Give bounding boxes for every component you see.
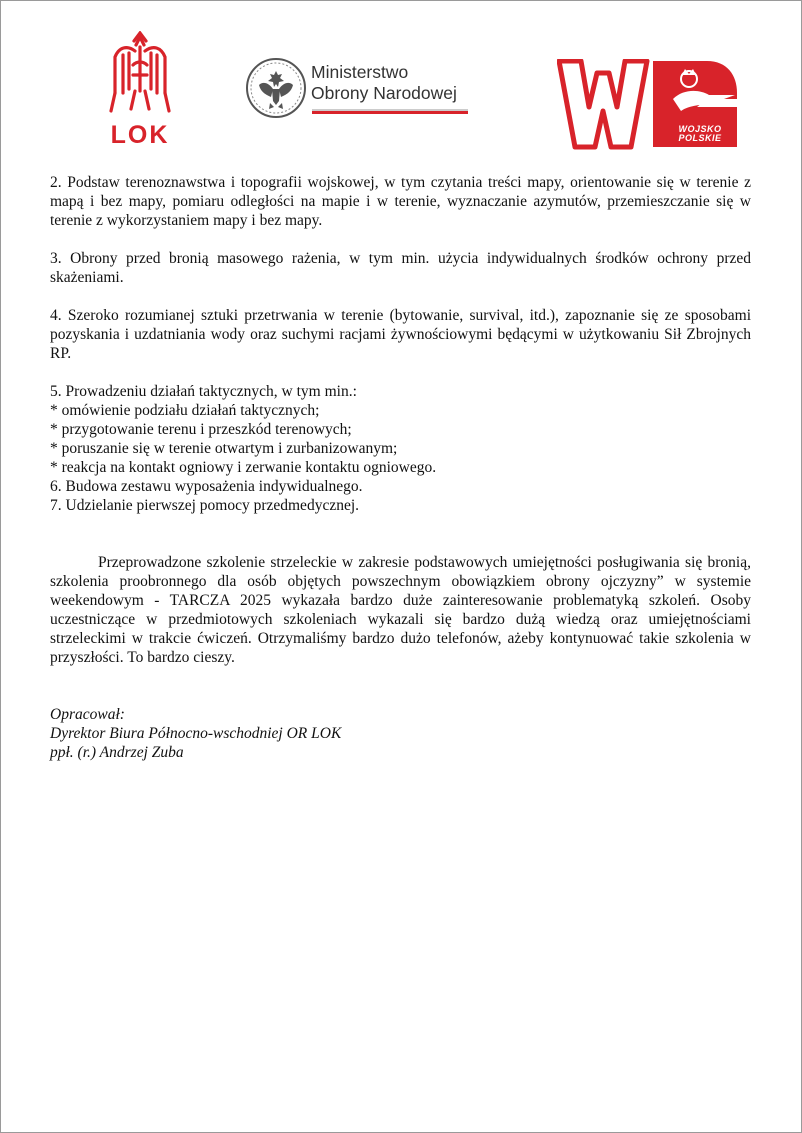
paragraph-5: 5. Prowadzeniu działań taktycznych, w tym min.: (50, 383, 357, 400)
lok-eagle-icon (105, 31, 175, 123)
signature-name: ppł. (r.) Andrzej Zuba (50, 744, 184, 761)
bullet-item: * przygotowanie terenu i przeszkód terenowych; (50, 421, 352, 438)
mon-logo (245, 57, 475, 119)
wojsko-polskie-text (667, 125, 733, 143)
paragraph-7: 7. Udzielanie pierwszej pomocy przedmedycznej. (50, 497, 360, 514)
paragraph-3: 3. Obrony przed bronią masowego rażenia, w tym min. użycia indywidualnych środków ochrony przed skażeniami. (50, 250, 751, 286)
flag-stripe-red (312, 111, 468, 114)
mon-logo-line1: Ministerstwo (311, 62, 409, 82)
wojsko-polskie-logo (557, 59, 739, 151)
document-body (50, 173, 751, 762)
paragraph-4: 4. Szeroko rozumianej sztuki przetrwania w terenie (bytowanie, survival, itd.), zapoznanie się ze sposobami pozyskania i uzdatniania wody oraz suchymi racjami żywnościowymi będącymi w użytkowaniu Sił Zbrojnych RP. (50, 307, 751, 362)
mon-logo-line2: Obrony Narodowej (311, 83, 457, 103)
paragraph-6: 6. Budowa zestawu wyposażenia indywidualnego. (50, 478, 363, 495)
wojsko-polskie-line2: POLSKIE (678, 133, 722, 143)
paragraph-2: 2. Podstaw terenoznawstwa i topografii wojskowej, w tym czytania treści mapy, orientowanie się w terenie z mapą i bez mapy, pomiaru odległości na mapie i w terenie, wyznaczanie azymutów, przemieszczanie się w terenie z wykorzystaniem mapy i bez mapy. (50, 174, 751, 229)
wojsko-polskie-line1: WOJSKO (678, 124, 722, 134)
lok-logo-text: LOK (110, 121, 170, 149)
bullet-item: * omówienie podziału działań taktycznych; (50, 402, 320, 419)
signature-title: Dyrektor Biura Północno-wschodniej OR LOK (50, 725, 342, 742)
lok-logo (105, 31, 175, 151)
mon-eagle-emblem-icon (245, 57, 307, 119)
bullet-item: * poruszanie się w terenie otwartym i zurbanizowanym; (50, 440, 398, 457)
summary-paragraph: Przeprowadzone szkolenie strzeleckie w zakresie podstawowych umiejętności posługiwania się bronią, szkolenia proobronnego dla osób objętych powszechnym obowiązkiem obrony ojczyzny” w systemie weekendowym - TARCZA 2025 wykazała bardzo duże zainteresowanie problematyką szkoleń. Osoby uczestniczące w przedmiotowych szkoleniach wykazali się bardzo dużą wiedzą oraz umiejętnościami strzeleckimi w trakcie ćwiczeń. Otrzymaliśmy bardzo dużo telefonów, ażeby kontynuować takie szkolenia w przyszłości. To bardzo cieszy. (50, 554, 751, 666)
signature-block (50, 705, 751, 762)
bullet-item: * reakcja na kontakt ogniowy i zerwanie kontaktu ogniowego. (50, 459, 437, 476)
signature-prepared-by: Opracował: (50, 706, 125, 723)
mon-logo-text (311, 62, 457, 104)
